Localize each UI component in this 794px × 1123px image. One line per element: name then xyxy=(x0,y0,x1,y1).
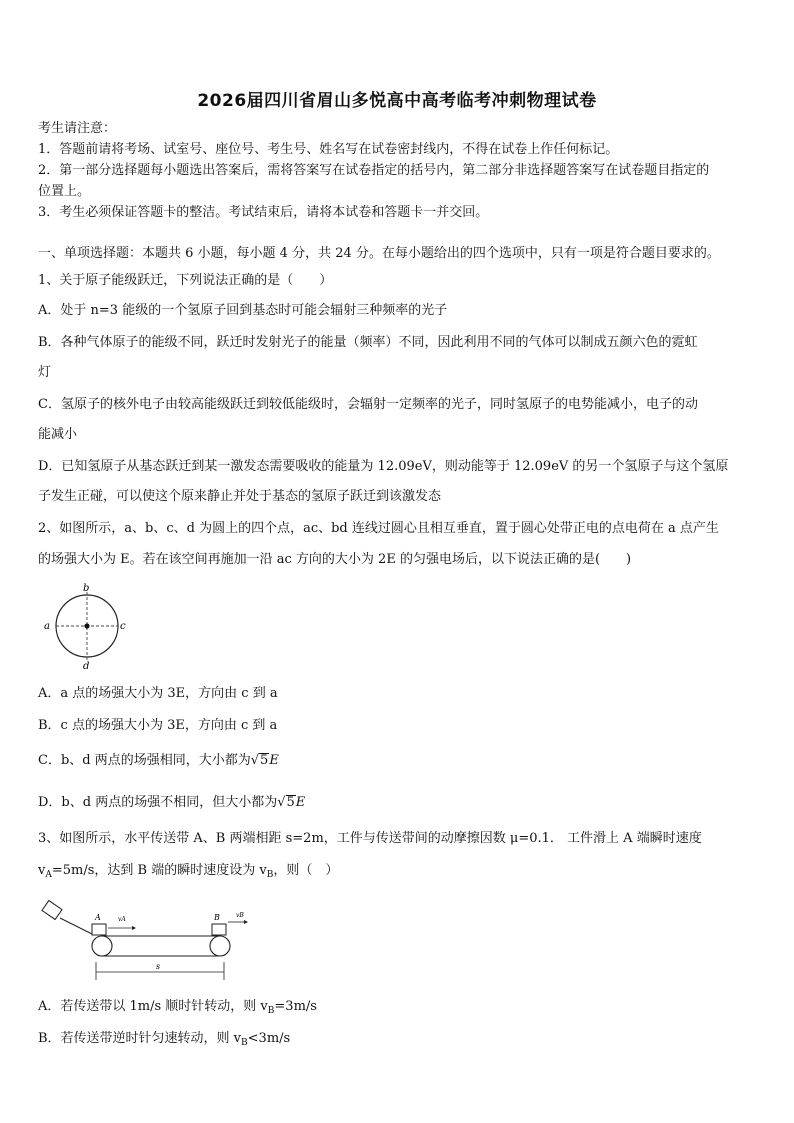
fig-label-vA: vA xyxy=(118,916,126,923)
fig-label-d: d xyxy=(83,661,90,670)
conveyor-figure xyxy=(40,892,250,988)
circle-figure xyxy=(40,578,140,670)
fig-label-a: a xyxy=(44,621,50,632)
fig-label-s: s xyxy=(156,962,161,971)
q1-option-d-cont: 子发生正碰，可以使这个原来静止并处于基态的氢原子跃迁到该激发态 xyxy=(38,489,442,504)
section-heading: 一、单项选择题：本题共 6 小题，每小题 4 分，共 24 分。在每小题给出的四个选项中，只有一项是符合题目要求的。 xyxy=(38,246,720,261)
q1-option-b: B．各种气体原子的能级不同，跃迁时发射光子的能量（频率）不同，因此利用不同的气体可以制成五颜六色的霓虹 xyxy=(38,335,698,350)
field-symbol: E xyxy=(295,795,306,810)
notice-item-2: 2．第一部分选择题每小题选出答案后，需将答案写在试卷指定的括号内，第二部分非选择题答案写在试卷题目指定的 xyxy=(38,163,710,178)
q2-stem: 2、如图所示，a、b、c、d 为圆上的四个点，ac、bd 连线过圆心且相互垂直，置于圆心处带正电的点电荷在 a 点产生 xyxy=(38,521,719,536)
sqrt-radicand: 5 xyxy=(286,795,295,810)
fig-label-vB: vB xyxy=(236,912,244,919)
notice-heading: 考生请注意： xyxy=(38,121,117,136)
q1-option-b-cont: 灯 xyxy=(38,365,52,380)
q1-option-c-cont: 能减小 xyxy=(38,427,78,442)
q2-stem-cont: 的场强大小为 E。若在该空间再施加一沿 ac 方向的大小为 2E 的匀强电场后，以下说法正确的是( ) xyxy=(38,552,632,567)
q3-stem-cont: $v_A=5m/s$，达到 B 端的瞬时速度设为 $v_B$，则（ ） xyxy=(38,863,339,880)
q2-option-d-text: D．b、d 两点的场强不相同，但大小都为 xyxy=(38,795,278,810)
notice-item-2-cont: 位置上。 xyxy=(38,184,91,199)
fig-label-B: B xyxy=(214,913,220,922)
q1-stem: 1、关于原子能级跃迁，下列说法正确的是（ ） xyxy=(38,273,333,288)
q3-stem: 3、如图所示，水平传送带 A、B 两端相距 s=2m，工件与传送带间的动摩擦因数 μ=0.1． 工件滑上 A 端瞬时速度 xyxy=(38,831,702,846)
fig-label-A: A xyxy=(95,913,101,922)
q3-option-b: B．若传送带逆时针匀速转动，则 $v_B<3m/s$ xyxy=(38,1031,291,1048)
notice-item-3: 3．考生必须保证答题卡的整洁。考试结束后，请将本试卷和答题卡一并交回。 xyxy=(38,205,489,220)
fig-label-c: c xyxy=(120,621,126,632)
q2-option-c xyxy=(38,752,758,770)
sqrt-radicand: 5 xyxy=(260,753,269,768)
q1-option-a: A．处于 n=3 能级的一个氢原子回到基态时可能会辐射三种频率的光子 xyxy=(38,303,448,318)
sqrt-symbol: √5 xyxy=(277,795,295,810)
q2-option-b: B．c 点的场强大小为 3E，方向由 c 到 a xyxy=(38,718,278,733)
field-symbol: E xyxy=(269,753,279,768)
fig-label-b: b xyxy=(83,583,90,594)
q2-option-a: A．a 点的场强大小为 3E，方向由 c 到 a xyxy=(38,686,278,701)
q2-option-c-text: C．b、d 两点的场强相同，大小都为 xyxy=(38,753,251,768)
sqrt-symbol: √5 xyxy=(250,753,269,768)
q2-option-d xyxy=(38,794,758,812)
page-title: 2026届四川省眉山多悦高中高考临考冲刺物理试卷 xyxy=(197,91,597,111)
notice-item-1: 1．答题前请将考场、试室号、座位号、考生号、姓名写在试卷密封线内，不得在试卷上作任何标记。 xyxy=(38,142,619,157)
q3-option-a: A．若传送带以 1m/s 顺时针转动，则 $v_B=3m/s$ xyxy=(38,999,317,1016)
q1-option-c: C．氢原子的核外电子由较高能级跃迁到较低能级时，会辐射一定频率的光子，同时氢原子的电势能减小，电子的动 xyxy=(38,397,698,412)
q1-option-d: D．已知氢原子从基态跃迁到某一激发态需要吸收的能量为 12.09eV，则动能等于 12.09eV 的另一个氢原子与这个氢原 xyxy=(38,459,729,474)
